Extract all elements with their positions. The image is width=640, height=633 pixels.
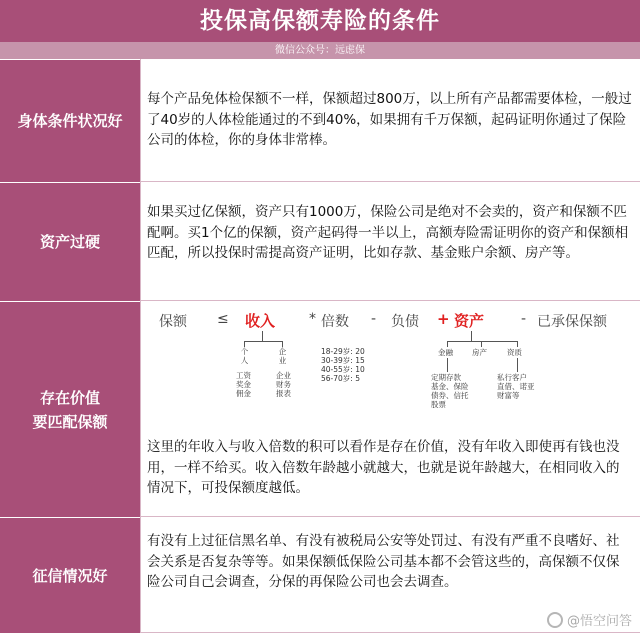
formula-assets: 资产	[454, 312, 485, 330]
branch-line	[447, 341, 517, 342]
row-text-value: 这里的年收入与收入倍数的积可以看作是存在价值，没有年收入即使再有钱也没用，一样不给买。收入倍数年龄越小就越大，也就是说年龄越大，在相同收入的情况下，可投保额度越低。	[140, 433, 640, 517]
asset-qualification-detail: 私行客户 直借、诺亚 财富等	[497, 373, 535, 400]
branch-line	[244, 341, 282, 342]
branch-line	[481, 341, 482, 347]
watermark-logo-icon	[547, 612, 563, 628]
income-company-detail: 企业 财务 报表	[276, 371, 291, 398]
row-text-credit: 有没有上过征信黑名单、有没有被税局公安等处罚过、有没有严重不良嗜好、社会关系是否复杂等等。如果保额低保险公司基本都不会管这些的，高保额不仅保险公司自己会调查，分保的再保险公司也会去调查。	[140, 517, 640, 633]
branch-line	[262, 331, 263, 341]
income-personal-detail: 工资 奖金 佣金	[236, 371, 251, 398]
formula-minus-2: -	[521, 311, 527, 327]
branch-line	[447, 341, 448, 347]
formula-plus: +	[437, 310, 450, 328]
formula-multiple: 倍数	[321, 314, 349, 330]
row-label-value: 存在价值 要匹配保额	[0, 301, 140, 517]
row-label-credit: 征信情况好	[0, 517, 140, 633]
income-personal: 个人	[240, 347, 249, 365]
branch-line	[517, 341, 518, 347]
watermark-text: @悟空问答	[566, 614, 632, 629]
formula-times: *	[309, 311, 316, 327]
formula-minus-1: -	[371, 311, 377, 327]
branch-line	[517, 358, 518, 372]
watermark	[547, 610, 632, 629]
asset-property: 房产	[472, 348, 487, 357]
formula-income: 收入	[245, 312, 276, 330]
page-subtitle: 微信公众号：远虑保	[0, 42, 640, 59]
row-text-health: 每个产品免体检保额不一样，保额超过800万，以上所有产品都需要体检，一般过了40岁的人体检能通过的不到40%，如果拥有千万保额，起码证明你通过了保险公司的体检，你的身体非常棒。	[140, 59, 640, 182]
branch-line	[447, 358, 448, 372]
asset-financial-detail: 定期存款 基金、保险 债券、信托 股票	[431, 373, 469, 409]
asset-qualification: 资质	[507, 348, 522, 357]
multiple-table: 18-29岁: 20 30-39岁: 15 40-55岁: 10 56-70岁: 5	[321, 347, 365, 383]
formula-debt: 负债	[391, 314, 419, 330]
page-title: 投保高保额寿险的条件	[0, 0, 640, 42]
formula-le: ≤	[217, 311, 229, 327]
formula-diagram	[140, 301, 640, 433]
row-label-health: 身体条件状况好	[0, 59, 140, 182]
formula-premium: 保额	[159, 314, 187, 330]
row-label-assets: 资产过硬	[0, 182, 140, 301]
formula-insured: 已承保保额	[537, 314, 607, 330]
branch-line	[471, 331, 472, 341]
income-company: 企业	[278, 347, 287, 365]
row-text-assets: 如果买过亿保额，资产只有1000万，保险公司是绝对不会卖的，资产和保额不匹配啊。买1个亿的保额，资产起码得一半以上，高额寿险需证明你的资产和保额相匹配，所以投保时需提高资产证明，比如存款、基金账户余额、房产等。	[140, 182, 640, 301]
asset-financial: 金融	[438, 348, 453, 357]
